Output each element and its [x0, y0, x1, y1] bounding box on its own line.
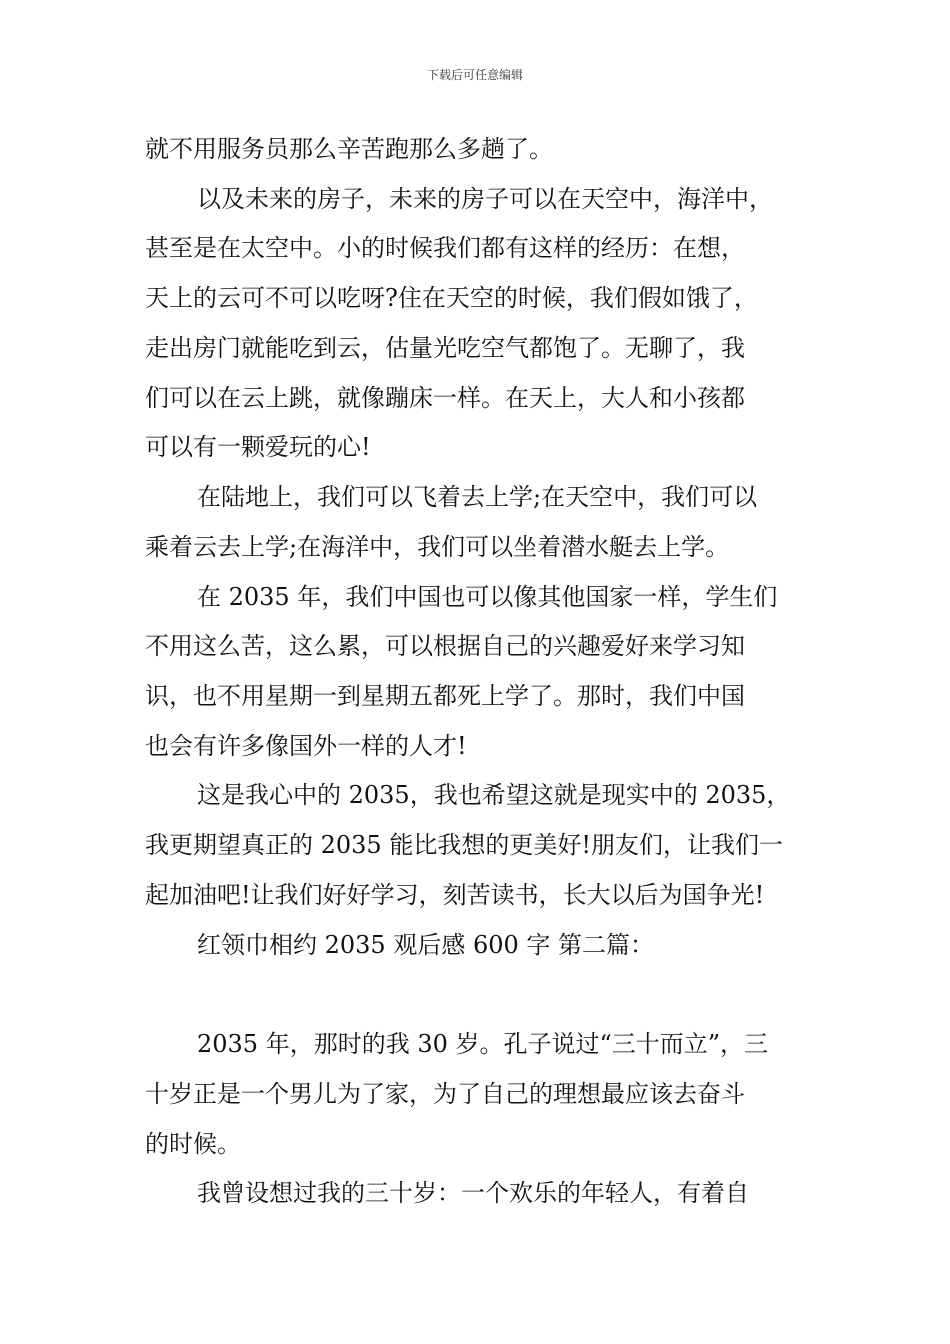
text-line: 我曾设想过我的三十岁：一个欢乐的年轻人，有着自 — [197, 1179, 749, 1207]
text-line: 2035 年，那时的我 30 岁。孔子说过“三十而立”，三 — [197, 1030, 769, 1058]
text-line: 在陆地上，我们可以飞着去上学;在天空中，我们可以 — [197, 483, 758, 511]
text-line: 的时候。 — [145, 1130, 241, 1158]
text-line: 这是我心中的 2035，我也希望这就是现实中的 2035， — [197, 781, 791, 809]
text-line: 识，也不用星期一到星期五都死上学了。那时，我们中国 — [145, 682, 745, 710]
section-heading: 红领巾相约 2035 观后感 600 字 第二篇： — [197, 931, 655, 959]
text-line: 以及未来的房子，未来的房子可以在天空中，海洋中， — [197, 185, 773, 213]
text-line: 乘着云去上学;在海洋中，我们可以坐着潜水艇去上学。 — [145, 533, 730, 561]
text-line: 甚至是在太空中。小的时候我们都有这样的经历：在想， — [145, 234, 745, 262]
text-line: 就不用服务员那么辛苦跑那么多趟了。 — [145, 135, 553, 163]
text-line: 我更期望真正的 2035 能比我想的更美好!朋友们，让我们一 — [145, 831, 783, 859]
text-line: 可以有一颗爱玩的心! — [145, 433, 371, 461]
text-line: 也会有许多像国外一样的人才! — [145, 732, 467, 760]
text-line: 不用这么苦，这么累，可以根据自己的兴趣爱好来学习知 — [145, 632, 745, 660]
text-line: 起加油吧!让我们好好学习，刻苦读书，长大以后为国争光! — [145, 881, 765, 909]
text-line: 在 2035 年，我们中国也可以像其他国家一样，学生们 — [197, 583, 778, 611]
text-line: 十岁正是一个男儿为了家，为了自己的理想最应该去奋斗 — [145, 1080, 745, 1108]
text-line: 天上的云可不可以吃呀?住在天空的时候，我们假如饿了， — [145, 284, 758, 312]
page-header: 下载后可任意编辑 — [426, 68, 523, 82]
text-line: 们可以在云上跳，就像蹦床一样。在天上，大人和小孩都 — [145, 384, 745, 412]
text-line: 走出房门就能吃到云，估量光吃空气都饱了。无聊了，我 — [145, 334, 745, 362]
